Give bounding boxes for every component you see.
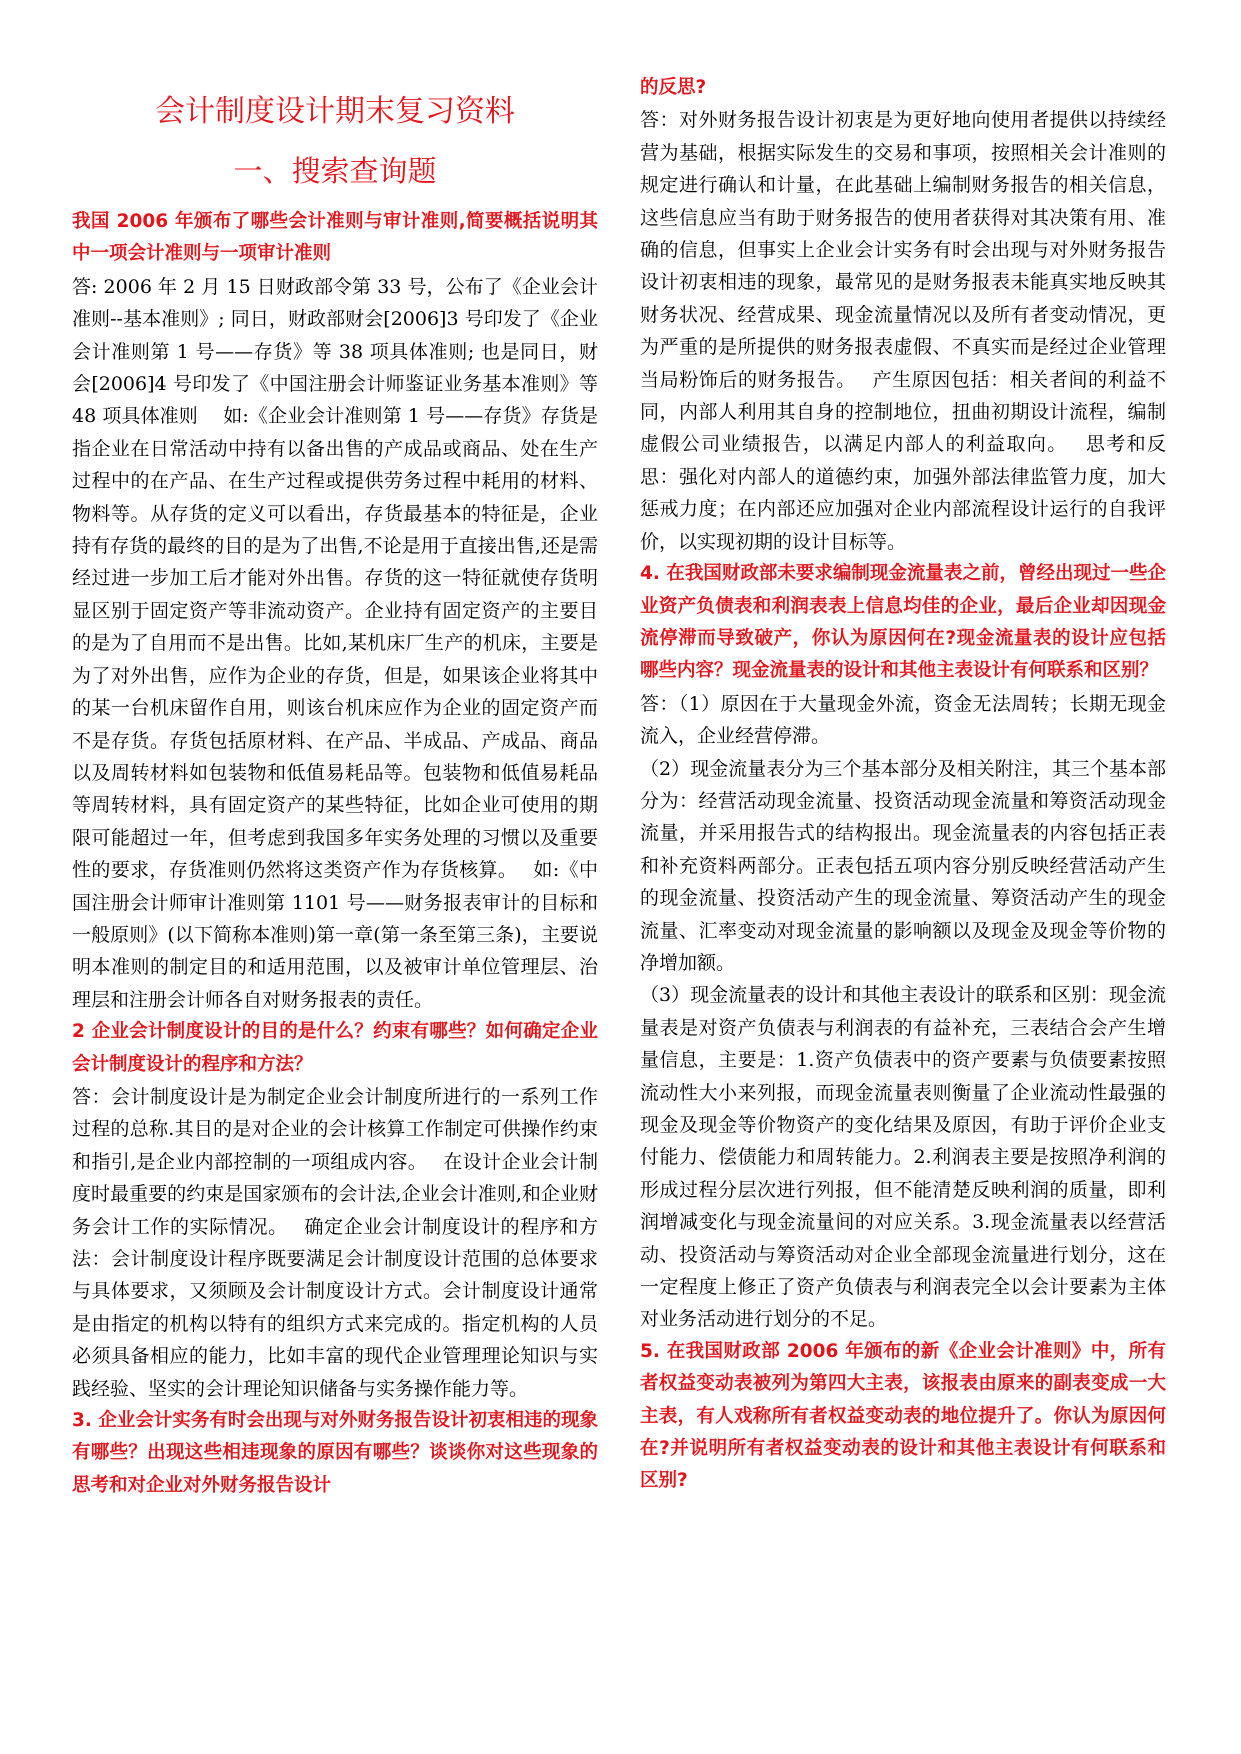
answer-4-part-2: （2）现金流量表分为三个基本部分及相关附注，其三个基本部分为：经营活动现金流量、投资活动现金流量和筹资活动现金流量，并采用报告式的结构报出。现金流量表的内容包括正表和补充资料两部分。正表包括五项内容分别反映经营活动产生的现金流量、投资活动产生的现金流量、筹资活动产生的现金流量、汇率变动对现金流量的影响额以及现金及现金等价物的净增加额。 xyxy=(640,757,1166,974)
document-title: 会计制度设计期末复习资料 xyxy=(155,94,515,129)
left-column xyxy=(72,82,598,1502)
question-4: 4. 在我国财政部未要求编制现金流量表之前，曾经出现过一些企业资产负债表和利润表表上信息均佳的企业，最后企业却因现金流停滞而导致破产，你认为原因何在?现金流量表的设计应包括哪些内容？现金流量表的设计和其他主表设计有何联系和区别？ xyxy=(640,563,1166,682)
answer-4-part-3: （3）现金流量表的设计和其他主表设计的联系和区别：现金流量表是对资产负债表与利润表的有益补充，三表结合会产生增量信息，主要是：1.资产负债表中的资产要素与负债要素按照流动性大小来列报，而现金流量表则衡量了企业流动性最强的现金及现金等价物资产的变化结果及原因，有助于评价企业支付能力、偿债能力和周转能力。2.利润表主要是按照净利润的形成过程分层次进行列报，但不能清楚反映利润的质量，即利润增减变化与现金流量间的对应关系。3.现金流量表以经营活动、投资活动与筹资活动对企业全部现金流量进行划分，这在一定程度上修正了资产负债表与利润表完全以会计要素为主体对业务活动进行划分的不足。 xyxy=(640,984,1166,1331)
answer-4-part-1: 答：（1）原因在于大量现金外流，资金无法周转；长期无现金流入，企业经营停滞。 xyxy=(640,692,1166,748)
question-5: 5. 在我国财政部 2006 年颁布的新《企业会计准则》中，所有者权益变动表被列为第四大主表，该报表由原来的副表变成一大主表，有人戏称所有者权益变动表的地位提升了。你认为原因何在?并说明所有者权益变动表的设计和其他主表设计有何联系和区别? xyxy=(640,1340,1166,1492)
question-3-end: 的反思? xyxy=(640,77,707,98)
question-1: 我国 2006 年颁布了哪些会计准则与审计准则,简要概括说明其中一项会计准则与一项审计准则 xyxy=(72,211,598,265)
answer-3: 答：对外财务报告设计初衷是为更好地向使用者提供以持续经营为基础，根据实际发生的交易和事项，按照相关会计准则的规定进行确认和计量，在此基础上编制财务报告的相关信息，这些信息应当有助于财务报告的使用者获得对其决策有用、准确的信息，但事实上企业会计实务有时会出现与对外财务报告设计初衷相违的现象，最常见的是财务报表未能真实地反映其财务状况、经营成果、现金流量情况以及所有者变动情况，更为严重的是所提供的财务报表虚假、不真实而是经过企业管理当局粉饰后的财务报告。 产生原因包括：相关者间的利益不同，内部人利用其自身的控制地位，扭曲初期设计流程，编制虚假公司业绩报告，以满足内部人的利益取向。 思考和反思：强化对内部人的道德约束，加强外部法律监管力度，加大惩戒力度；在内部还应加强对企业内部流程设计运行的自我评价，以实现初期的设计目标等。 xyxy=(640,109,1166,553)
section-heading: 一、搜索查询题 xyxy=(233,154,437,188)
answer-2: 答：会计制度设计是为制定企业会计制度所进行的一系列工作过程的总称.其目的是对企业的会计核算工作制定可供操作约束和指引,是企业内部控制的一项组成内容。 在设计企业会计制度时最重要的约束是国家颁布的会计法,企业会计准则,和企业财务会计工作的实际情况。 确定企业会计制度设计的程序和方法：会计制度设计程序既要满足会计制度设计范围的总体要求与具体要求，又须顾及会计制度设计方式。会计制度设计通常是由指定的机构以特有的组织方式来完成的。指定机构的人员必须具备相应的能力，比如丰富的现代企业管理理论知识与实践经验、坚实的会计理论知识储备与实务操作能力等。 xyxy=(72,1085,598,1400)
answer-1: 答: 2006 年 2 月 15 日财政部令第 33 号，公布了《企业会计准则--基本准则》; 同日，财政部财会[2006]3 号印发了《企业会计准则第 1 号——存货》等 38 项具体准则; 也是同日，财会[2006]4 号印发了《中国注册会计师鉴证业务基本准则》等 48 项具体准则 如:《企业会计准则第 1 号——存货》存货是指企业在日常活动中持有以备出售的产成品或商品、处在生产过程中的在产品、在生产过程或提供劳务过程中耗用的材料、物料等。从存货的定义可以看出，存货最基本的特征是，企业持有存货的最终的目的是为了出售,不论是用于直接出售,还是需经过进一步加工后才能对外出售。存货的这一特征就使存货明显区别于固定资产等非流动资产。企业持有固定资产的主要目的是为了自用而不是出售。比如,某机床厂生产的机床，主要是为了对外出售，应作为企业的存货，但是，如果该企业将其中的某一台机床留作自用，则该台机床应作为企业的固定资产而不是存货。存货包括原材料、在产品、半成品、产成品、商品以及周转材料如包装物和低值易耗品等。包装物和低值易耗品等周转材料，具有固定资产的某些特征，比如企业可使用的期限可能超过一年，但考虑到我国多年实务处理的习惯以及重要性的要求，存货准则仍然将这类资产作为存货核算。 如:《中国注册会计师审计准则第 1101 号——财务报表审计的目标和一般原则》(以下简称本准则)第一章(第一条至第三条)，主要说明本准则的制定目的和适用范围，以及被审计单位管理层、治理层和注册会计师各自对财务报表的责任。 xyxy=(72,275,598,1011)
question-3-start: 3. 企业会计实务有时会出现与对外财务报告设计初衷相违的现象有哪些？出现这些相违现象的原因有哪些？谈谈你对这些现象的思考和对企业对外财务报告设计 xyxy=(72,1410,598,1496)
right-column xyxy=(640,72,1166,1498)
question-2: 2 企业会计制度设计的目的是什么？约束有哪些？如何确定企业会计制度设计的程序和方法？ xyxy=(72,1021,598,1075)
